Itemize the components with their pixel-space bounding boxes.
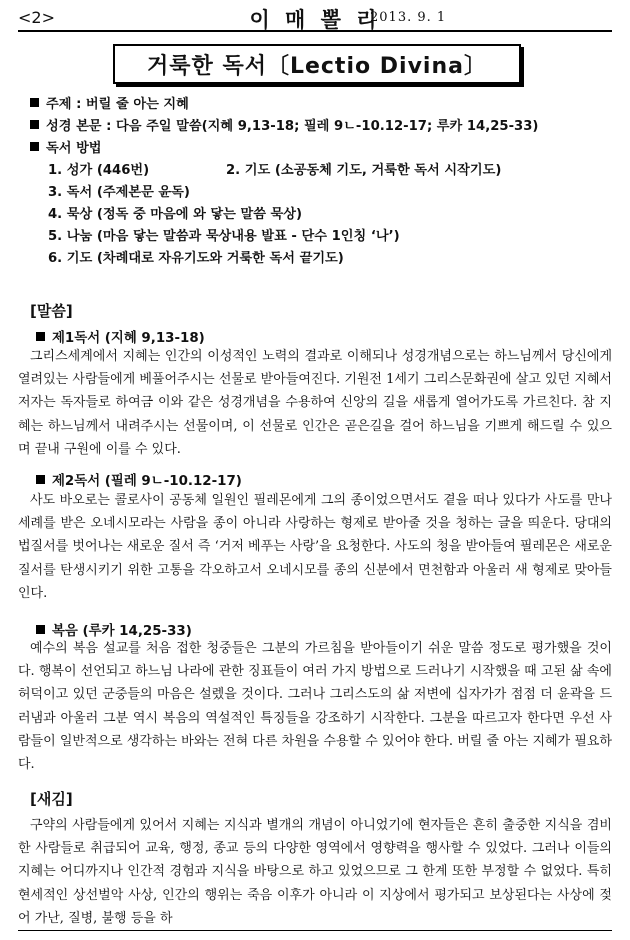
square-bullet-icon (30, 120, 39, 129)
method-step-row (30, 160, 610, 182)
reading-title (36, 327, 205, 346)
document-title: 거룩한 독서〔Lectio Divina〕 (147, 53, 487, 79)
reading-title-text: 복음 (루카 14,25-33) (52, 624, 192, 639)
session-info (30, 94, 610, 270)
method-step: 5. 나눔 (마음 닿는 말씀과 묵상내용 발표 - 단수 1인칭 ‘나’) (48, 229, 400, 244)
page-number: <2> (18, 8, 55, 27)
page-header (18, 6, 612, 32)
square-bullet-icon (36, 332, 45, 341)
header-rule (18, 30, 612, 32)
method-step: 3. 독서 (주제본문 윤독) (48, 185, 190, 200)
reflection-section-heading: [새김] (30, 790, 73, 808)
title-box (113, 44, 521, 84)
scripture-text: 성경 본문 : 다음 주일 말씀(지혜 9,13-18; 필레 9ㄴ-10.12-17; 루카 14,25-33) (46, 119, 539, 134)
method-step: 4. 묵상 (정독 중 마음에 와 닿는 말씀 묵상) (48, 207, 303, 222)
method-label: 독서 방법 (46, 141, 102, 156)
reflection-text: 구약의 사람들에게 있어서 지혜는 지식과 별개의 개념이 아니었기에 현자들은 흔히 출중한 지식을 겸비한 사람들로 취급되어 교육, 행정, 종교 등의 다양한 영역에서 영향력을 행사할 수 있었다. 그러나 이들의 지혜는 어디까지나 인간적 경험과 지식을 바탕으로 하고 있었으므로 그 한계 또한 부정할 수 없었다. 특히 현세적인 상선벌악 사상, 인간의 행위는 죽음 이후가 아니라 이 지상에서 평가되고 보상된다는 사상에 젖어 가난, 질병, 불행 등을 하 (18, 818, 612, 926)
reading-title (36, 470, 242, 489)
publication-date: 2013. 9. 1 (370, 10, 447, 25)
square-bullet-icon (30, 142, 39, 151)
square-bullet-icon (36, 625, 45, 634)
method-step: 2. 기도 (소공동체 기도, 거룩한 독서 시작기도) (226, 163, 502, 178)
scripture-row (30, 116, 610, 138)
method-step: 1. 성가 (446번) (48, 163, 150, 178)
method-row (30, 138, 610, 160)
square-bullet-icon (36, 475, 45, 484)
reading-title-text: 제1독서 (지혜 9,13-18) (52, 331, 205, 346)
publication-title: 이 매 뽈 리 (249, 8, 381, 32)
theme-row (30, 94, 610, 116)
word-section-heading: [말씀] (30, 302, 73, 320)
reading-text: 사도 바오로는 콜로사이 공동체 일원인 필레몬에게 그의 종이었으면서도 곁을 떠나 있다가 사도를 만나 세례를 받은 오네시모라는 사람을 종이 아니라 사랑하는 형제로 받아줄 것을 청하는 글을 띄운다. 당대의 법질서를 벗어나는 새로운 질서 즉 ‘거저 베푸는 사랑’을 요청한다. 사도의 청을 받아들여 필레몬은 새로운 질서를 탄생시키기 위한 고통을 각오하고서 오네시모를 종의 신분에서 면천함과 아울러 새 형제로 맞아들인다. (18, 493, 612, 601)
reading-title-text: 제2독서 (필레 9ㄴ-10.12-17) (52, 474, 242, 489)
reading-text: 예수의 복음 설교를 처음 접한 청중들은 그분의 가르침을 받아들이기 쉬운 말씀 정도로 평가했을 것이다. 행복이 선언되고 하느님 나라에 관한 징표들이 여러 가지 방법으로 드러나기 시작했을 때 고된 삶 속에 허덕이고 있던 군중들의 마음은 설렜을 것이다. 그러나 그리스도의 삶 저변에 십자가가 점점 더 윤곽을 드러냄과 아울러 그분 역시 복음의 역설적인 특징들을 강조하기 시작한다. 그분을 따르고자 한다면 우선 사람들이 일반적으로 생각하는 바와는 전혀 다른 차원을 수용할 수 있어야 한다. 버릴 줄 아는 지혜가 필요하다. (18, 641, 612, 773)
square-bullet-icon (30, 98, 39, 107)
theme-text: 주제 : 버릴 줄 아는 지혜 (46, 97, 189, 112)
method-step: 6. 기도 (차례대로 자유기도와 거룩한 독서 끝기도) (48, 251, 344, 266)
footer-rule (18, 930, 612, 931)
reading-text: 그리스세계에서 지혜는 인간의 이성적인 노력의 결과로 이해되나 성경개념으로는 하느님께서 당신에게 열려있는 사람들에게 베풀어주시는 선물로 받아들여진다. 기원전 1세기 그리스문화권에 살고 있던 지혜서 저자는 독자들로 하여금 이와 같은 성경개념을 수용하여 신앙의 길을 새롭게 열어가도록 가르친다. 참 지혜는 하느님께서 내려주시는 선물이며, 이 선물로 인간은 곧은길을 걸어 하느님을 기쁘게 해드릴 수 있으며 끝내 구원에 이를 수 있다. (18, 349, 612, 457)
